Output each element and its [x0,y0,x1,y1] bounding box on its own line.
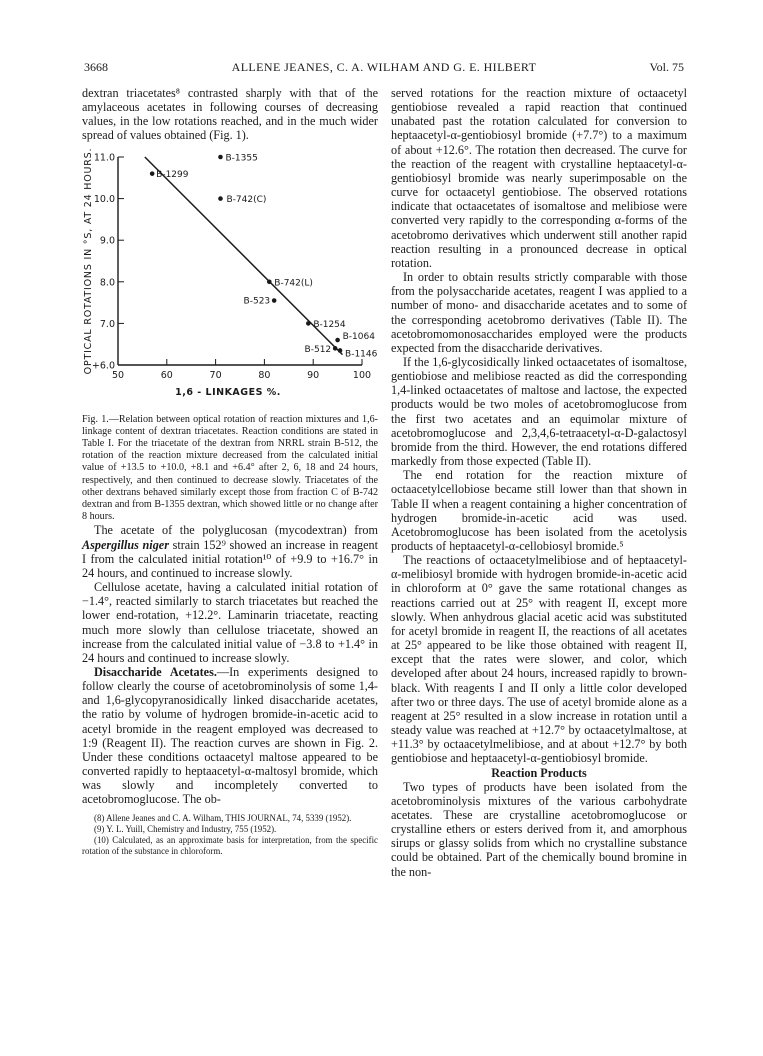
data-point [272,298,277,303]
x-tick-label: 60 [160,369,173,381]
running-header [84,60,684,76]
page-number: 3668 [84,60,108,74]
paragraph: If the 1,6-glycosidically linked octaacetates of isomaltose, gentiobiose and melibiose reacted as did the corresponding 1,4-linked octaacetates of maltose and lactose, the expected products would be two moles of acetobromoglucose from the first two acetates and an equimolar mixture of acetobromoglucose and 2,3,4,6-tetraacetyl-α-D-galactosyl bromide from the third. However, the end rotations differed markedly from those expected (Table II). [391,354,687,469]
section-run-in-heading: Disaccharide Acetates. [94,665,217,680]
data-point-label: B-1254 [313,319,346,330]
paragraph: In order to obtain results strictly comparable with those from the polysaccharide acetates, reagent I was applied to a number of mono- and disaccharide acetates and to some of the corresponding acetobromo derivatives (Table II). The acetobromomonosaccharides employed were the products expected from the disaccharide derivatives. [391,270,687,355]
data-point-label: B-523 [243,296,271,307]
volume-label: Vol. 75 [649,60,684,74]
data-point [150,171,155,176]
y-tick-label: 10.0 [93,193,115,205]
section-title: Reaction Products [491,765,587,780]
x-tick-label: 80 [258,369,271,381]
y-tick-label: 9.0 [99,235,115,247]
y-tick-label: +6.0 [91,360,115,372]
x-axis-label: 1,6 - LINKAGES %. [175,386,281,398]
x-tick-label: 50 [111,369,125,381]
paragraph: served rotations for the reaction mixture of octaacetyl gentiobiose revealed a rapid reaction that continued unabated past the rotation calculated for conversion to heptaacetyl-α-gentiobiosyl bromide (+7.7°) to a maximum of about +12.6°. The rotation then decreased. The curve for the reaction of the reagent with crystalline heptaacetyl-α-gentiobiosyl bromide was nearly superimposable on the curve for octaacetyl gentiobiose. The observed rotations indicate that octaacetates of isomaltose and melibiose were converted very rapidly to the corresponding α-forms of the acetobromo derivatives which underwent still another rapid reaction resulting in a pronounced decrease in optical rotation. [391,86,687,270]
footnote: (10) Calculated, as an approximate basis for interpretation, from the specific rotation of the substance in chloroform. [82,834,378,856]
paragraph: dextran triacetates⁸ contrasted sharply with that of the amylaceous acetates in following courses of decreasing values, in the low rotations reached, and in the much wider spread of values obtained (Fig. 1). [82,86,378,143]
data-point [218,196,223,201]
data-point-label: B-1355 [225,153,258,164]
footnotes [82,813,378,857]
data-point [338,348,343,353]
y-tick-label: 7.0 [99,318,115,330]
paragraph: The end rotation for the reaction mixture of octaacetylcellobiose became still lower than that shown in Table II when a reagent containing a higher concentration of hydrogen bromide-in-acetic acid was used. Acetobromoglucose has been isolated from the acetolysis products of heptaacetyl-α-cellobiosyl bromide.⁵ [391,468,687,553]
left-column [82,86,378,857]
running-authors: ALLENE JEANES, C. A. WILHAM AND G. E. HILBERT [231,60,537,74]
data-point [267,279,272,284]
data-point [333,346,338,351]
paragraph: Cellulose acetate, having a calculated initial rotation of −1.4°, reacted similarly to starch triacetates but reached the lower end-rotation, +12.2°. Laminarin triacetate, reacting much more slowly than cellulose triacetate, showed an increase from the calculated initial value of −3.8 to +1.4° in 24 hours and continued to increase slowly. [82,580,378,665]
paragraph: The reactions of octaacetylmelibiose and of heptaacetyl-α-melibiosyl bromide with hydrogen bromide-in-acetic acid in chloroform at 0° gave the same rotational changes as reactions carried out at 25° with reagent II, except more slowly. When anhydrous glacial acetic acid was substituted for acetyl bromide in reagent II, the reactions of all acetates at 25° appeared to be like those obtained with reagent II, except that the rates were slower, and color, which developed after about 24 hours, increased rapidly to brown-black. With reagents I and II only a little color developed after two or three days. The use of acetyl bromide alone as a reagent at 25° resulted in a slow increase in rotation until a steady value was reached at +12.7° by octaacetylmaltose, at +11.3° by octaacetylmelibiose, and at about +12.7° by both gentiobiose and heptaacetyl-α-gentiobiosyl bromide. [391,553,687,766]
paragraph: Two types of products have been isolated from the acetobrominolysis mixtures of the various carbohydrate acetates. These are crystalline acetobromoglucose or crystalline ethers or esters derived from it, and amorphous sirups or glassy solids from which no crystalline substance could be obtained. Part of the chemically bound bromine in the non- [391,779,687,879]
data-point-label: B-512 [304,344,332,355]
paragraph: The acetate of the polyglucosan (mycodextran) from Aspergillus niger strain 152⁹ showed an increase in reagent I from the calculated initial rotation¹⁰ of +9.9 to +16.7° in 24 hours, and continued to increase slowly. [82,523,378,580]
x-tick-label: 90 [307,369,320,381]
data-point-label: B-742(C) [226,194,267,205]
data-point-label: B-1064 [342,331,375,342]
data-point [218,154,223,159]
y-tick-label: 11.0 [93,152,115,164]
data-point-label: B-742(L) [274,277,313,288]
data-point [335,337,340,342]
paragraph: Disaccharide Acetates.—In experiments designed to follow clearly the course of acetobrominolysis of some 1,4- and 1,6-glycopyranosidically linked disaccharide acetates, the ratio by volume of hydrogen bromide-in-acetic acid to acetyl bromide in the reagent employed was decreased to 1:9 (Reagent II). The reaction curves are shown in Fig. 2. Under these conditions octaacetyl maltose appeared to be converted rapidly to heptaacetyl-α-maltosyl bromide, which was slowly and incompletely converted to acetobromoglucose. The ob- [82,665,378,807]
figure-1 [82,145,378,411]
figure-1-chart [82,145,378,411]
x-tick-label: 70 [209,369,222,381]
y-tick-label: 8.0 [99,276,115,288]
right-column [391,86,687,879]
y-axis-label: OPTICAL ROTATIONS IN °S, AT 24 HOURS. [83,147,94,374]
footnote: (8) Allene Jeanes and C. A. Wilham, THIS JOURNAL, 74, 5339 (1952). [94,812,352,823]
data-point-label: B-1146 [345,349,378,360]
x-tick-label: 100 [352,369,372,381]
figure-caption: Fig. 1.—Relation between optical rotation of reaction mixtures and 1,6-linkage content of dextran triacetates. Reaction conditions are stated in Table I. For the triacetate of the dextran from NRRL strain B-512, the rotation of the reaction mixture decreased from the calculated initial value of +13.5 to +10.0, +8.1 and +6.4° after 2, 6, 18 and 24 hours, respectively, and then continued to decrease slowly. Triacetates of the other dextrans behaved similarly except those from fraction C of B-742 dextran and from B-1355 dextran, which showed little or no change after 8 hours. [82,413,378,523]
data-point-label: B-1299 [156,169,189,180]
footnote: (9) Y. L. Yuill, Chemistry and Industry, 755 (1952). [94,823,277,834]
data-point [306,321,311,326]
